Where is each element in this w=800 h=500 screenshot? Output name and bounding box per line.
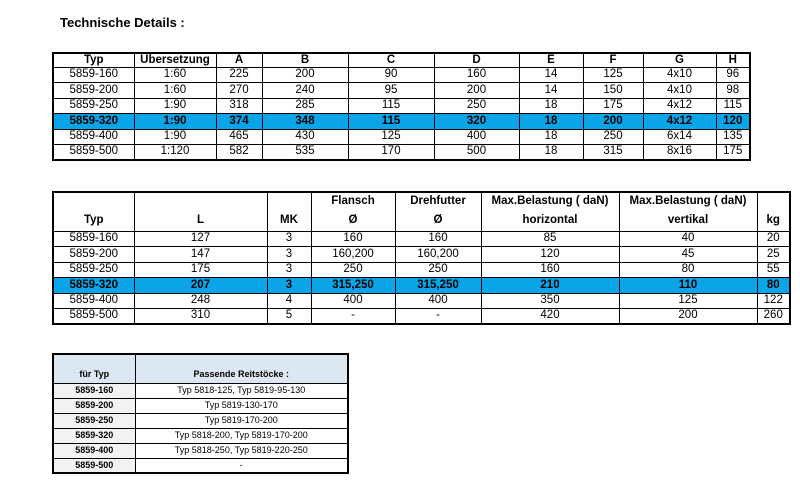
column-header: H [716,53,750,67]
table-cell: 207 [134,278,267,294]
table-cell: 5859-400 [53,293,134,309]
table-cell: 40 [619,231,757,247]
column-header: E [519,53,583,67]
table-cell: 5859-160 [53,383,135,398]
table-cell: 8x16 [643,145,716,161]
table-row [53,428,348,443]
table-row [53,98,750,114]
load-table [52,191,791,325]
table-cell: 160 [481,262,619,278]
table-cell: - [135,458,348,473]
table-row [53,398,348,413]
column-header: L [134,192,267,231]
table-cell: 110 [619,278,757,294]
table-cell: 135 [716,129,750,145]
table-cell: 5859-160 [53,231,134,247]
table-cell: - [395,309,481,325]
table-row [53,67,750,83]
column-header: für Typ [53,354,135,383]
table-cell: 5859-200 [53,247,134,263]
table-row [53,262,790,278]
table-cell: 315,250 [395,278,481,294]
table-cell: 500 [434,145,519,161]
table-cell: 5859-500 [53,458,135,473]
table-cell: 250 [434,98,519,114]
table-cell: 96 [716,67,750,83]
table-cell: 3 [267,231,311,247]
column-header: Max.Belastung ( daN) vertikal [619,192,757,231]
table-row [53,231,790,247]
table-row [53,129,750,145]
table-cell: 55 [757,262,790,278]
table-cell: 270 [216,83,262,99]
table-cell: 175 [134,262,267,278]
table-cell: 20 [757,231,790,247]
table-cell: 3 [267,278,311,294]
table-cell: 125 [348,129,434,145]
table-cell: - [311,309,395,325]
table-cell: 260 [757,309,790,325]
table-cell: 160 [434,67,519,83]
table-cell: 90 [348,67,434,83]
table-row-highlighted [53,114,750,130]
table-row [53,83,750,99]
column-header: B [262,53,348,67]
table-cell: 348 [262,114,348,130]
table-cell: 210 [481,278,619,294]
table-cell: Typ 5819-170-200 [135,413,348,428]
table-cell: 18 [519,129,583,145]
table-cell: 175 [583,98,643,114]
table-cell: 430 [262,129,348,145]
column-header: Passende Reitstöcke : [135,354,348,383]
table-row [53,247,790,263]
table-cell: 582 [216,145,262,161]
table-cell: Typ 5818-200, Typ 5819-170-200 [135,428,348,443]
table-cell: 14 [519,83,583,99]
table-cell: 5859-320 [53,278,134,294]
dimensions-table [52,52,751,161]
table-cell: 170 [348,145,434,161]
table-cell: 4x12 [643,114,716,130]
table-row-highlighted [53,278,790,294]
table-cell: Typ 5819-130-170 [135,398,348,413]
table-cell: 5 [267,309,311,325]
table-cell: 250 [583,129,643,145]
page-title: Technische Details : [60,15,185,30]
table-cell: 318 [216,98,262,114]
table-cell: 160,200 [311,247,395,263]
table-header-row [53,354,348,383]
table-row [53,145,750,161]
table-cell: 1:60 [134,67,216,83]
table-cell: 248 [134,293,267,309]
table-cell: 115 [348,114,434,130]
column-header: D [434,53,519,67]
column-header: Drehfutter Ø [395,192,481,231]
column-header: Flansch Ø [311,192,395,231]
table-cell: 200 [434,83,519,99]
table-cell: 175 [716,145,750,161]
table-cell: 5859-400 [53,129,134,145]
table-cell: 127 [134,231,267,247]
table-cell: 95 [348,83,434,99]
table-cell: 374 [216,114,262,130]
tailstock-table [52,353,349,474]
table-cell: 1:90 [134,98,216,114]
table-cell: 5859-250 [53,413,135,428]
table-header-row [53,192,790,231]
table-cell: 1:90 [134,129,216,145]
table-header-row [53,53,750,67]
table-cell: 5859-500 [53,145,134,161]
table-cell: 120 [716,114,750,130]
table-cell: 5859-500 [53,309,134,325]
table-row [53,383,348,398]
table-cell: 6x14 [643,129,716,145]
table-cell: 5859-200 [53,398,135,413]
table-cell: 465 [216,129,262,145]
table-row [53,458,348,473]
table-row [53,309,790,325]
table-cell: 14 [519,67,583,83]
table-cell: 45 [619,247,757,263]
table-cell: 160 [311,231,395,247]
table-cell: 225 [216,67,262,83]
table-cell: Typ 5818-125, Typ 5819-95-130 [135,383,348,398]
table-cell: 4 [267,293,311,309]
column-header: Typ [53,192,134,231]
table-cell: 315,250 [311,278,395,294]
table-cell: 18 [519,114,583,130]
table-cell: 3 [267,262,311,278]
table-cell: 25 [757,247,790,263]
table-cell: 98 [716,83,750,99]
table-cell: 5859-250 [53,262,134,278]
table-cell: 200 [619,309,757,325]
table-row [53,413,348,428]
table-row [53,443,348,458]
table-cell: 420 [481,309,619,325]
table-cell: 80 [757,278,790,294]
table-cell: 80 [619,262,757,278]
table-cell: 4x10 [643,67,716,83]
table-cell: 147 [134,247,267,263]
column-header: Typ [53,53,134,67]
column-header: Max.Belastung ( daN) horizontal [481,192,619,231]
table-cell: 5859-400 [53,443,135,458]
table-cell: 310 [134,309,267,325]
table-cell: 125 [583,67,643,83]
table-cell: 5859-320 [53,114,134,130]
table-cell: 240 [262,83,348,99]
column-header: G [643,53,716,67]
table-cell: 350 [481,293,619,309]
table-cell: 320 [434,114,519,130]
column-header: MK [267,192,311,231]
table-cell: 5859-320 [53,428,135,443]
column-header: C [348,53,434,67]
table-cell: 250 [311,262,395,278]
table-cell: 120 [481,247,619,263]
table-cell: 122 [757,293,790,309]
table-cell: 18 [519,145,583,161]
table-cell: 160 [395,231,481,247]
table-cell: 115 [348,98,434,114]
table-cell: 315 [583,145,643,161]
table-cell: 5859-160 [53,67,134,83]
table-cell: 85 [481,231,619,247]
table-row [53,293,790,309]
table-cell: 115 [716,98,750,114]
column-header: Übersetzung [134,53,216,67]
table-cell: 285 [262,98,348,114]
table-cell: 200 [262,67,348,83]
table-cell: 160,200 [395,247,481,263]
table-cell: 150 [583,83,643,99]
column-header: A [216,53,262,67]
table-cell: 125 [619,293,757,309]
table-cell: 18 [519,98,583,114]
table-cell: 4x12 [643,98,716,114]
table-cell: 400 [395,293,481,309]
table-cell: 400 [434,129,519,145]
table-cell: 1:90 [134,114,216,130]
table-cell: 5859-250 [53,98,134,114]
table-cell: 200 [583,114,643,130]
table-cell: 400 [311,293,395,309]
table-cell: 250 [395,262,481,278]
column-header: kg [757,192,790,231]
column-header: F [583,53,643,67]
table-cell: 1:60 [134,83,216,99]
table-cell: 3 [267,247,311,263]
table-cell: 4x10 [643,83,716,99]
table-cell: 1:120 [134,145,216,161]
table-cell: 535 [262,145,348,161]
table-cell: 5859-200 [53,83,134,99]
table-cell: Typ 5818-250, Typ 5819-220-250 [135,443,348,458]
